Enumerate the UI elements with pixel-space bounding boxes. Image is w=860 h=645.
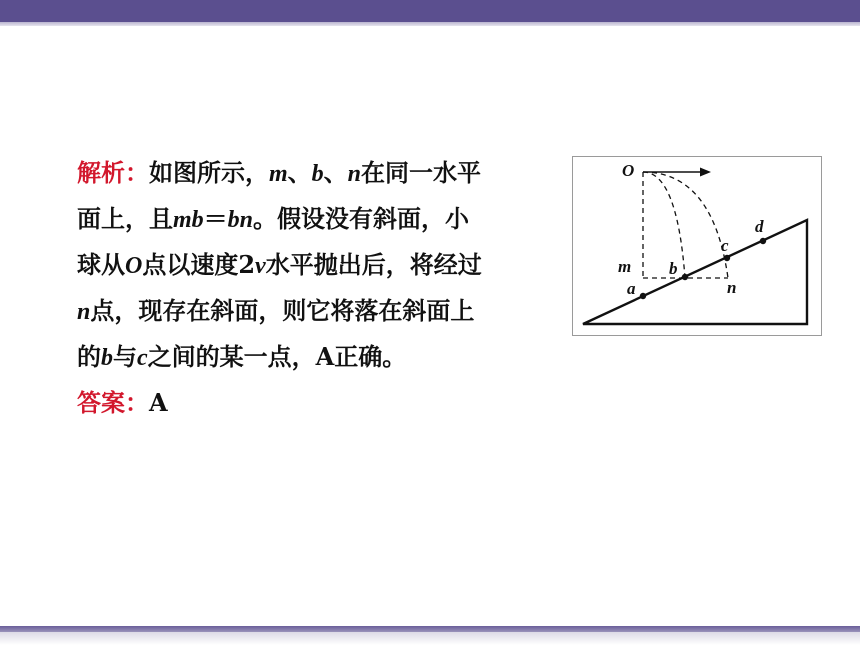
var-n: n (347, 161, 362, 187)
analysis-label: 解析： (77, 158, 149, 187)
velocity-arrow-head (700, 168, 711, 177)
analysis-line-1 (77, 150, 557, 196)
label-c: c (721, 236, 729, 255)
var-c: c (137, 345, 148, 371)
text-run: 如图所示， (149, 158, 269, 187)
number: 2 (238, 250, 256, 279)
var-v: v (255, 253, 266, 279)
header-bar (0, 0, 860, 22)
answer-line (77, 380, 557, 426)
footer-shade (0, 632, 860, 645)
analysis-line-5 (77, 334, 557, 380)
text-run: 点以速度 (142, 250, 239, 279)
var-b: b (311, 161, 324, 187)
text-run: 球从 (77, 250, 125, 279)
point-c (724, 255, 730, 261)
text-run: 水平抛出后，将经过 (265, 250, 482, 279)
point-a (640, 293, 646, 299)
equals-sign: ＝ (203, 204, 228, 233)
label-d: d (755, 217, 764, 236)
analysis-block (77, 150, 557, 426)
text-run: 。假设没有斜面，小 (253, 204, 470, 233)
label-n: n (727, 278, 737, 297)
text-run: 、 (323, 158, 348, 187)
analysis-line-2 (77, 196, 557, 242)
point-b (682, 274, 688, 280)
var-O: O (125, 253, 143, 279)
var-mb: mb (173, 207, 204, 233)
label-O: O (622, 161, 635, 180)
point-d (760, 238, 766, 244)
trajectory-v (643, 172, 685, 278)
var-b: b (101, 345, 113, 371)
text-run: 之间的某一点，A正确。 (147, 342, 407, 371)
projectile-incline-figure (572, 156, 822, 336)
label-m: m (618, 257, 632, 276)
var-n: n (77, 299, 91, 325)
text-run: 点，现存在斜面，则它将落在斜面上 (90, 296, 475, 325)
analysis-line-4 (77, 288, 557, 334)
text-run: 面上，且 (77, 204, 173, 233)
analysis-line-3 (77, 242, 557, 288)
text-run: 与 (113, 342, 137, 371)
label-b: b (669, 259, 678, 278)
figure-svg (573, 157, 821, 335)
label-a: a (627, 279, 636, 298)
text-run: 的 (77, 342, 101, 371)
header-underline (0, 22, 860, 26)
var-bn: bn (227, 207, 254, 233)
text-run: 、 (287, 158, 312, 187)
answer-label: 答案： (77, 388, 149, 417)
text-run: 在同一水平 (361, 158, 482, 187)
var-m: m (269, 161, 288, 187)
answer-value: A (149, 388, 168, 417)
incline-triangle (583, 220, 807, 324)
